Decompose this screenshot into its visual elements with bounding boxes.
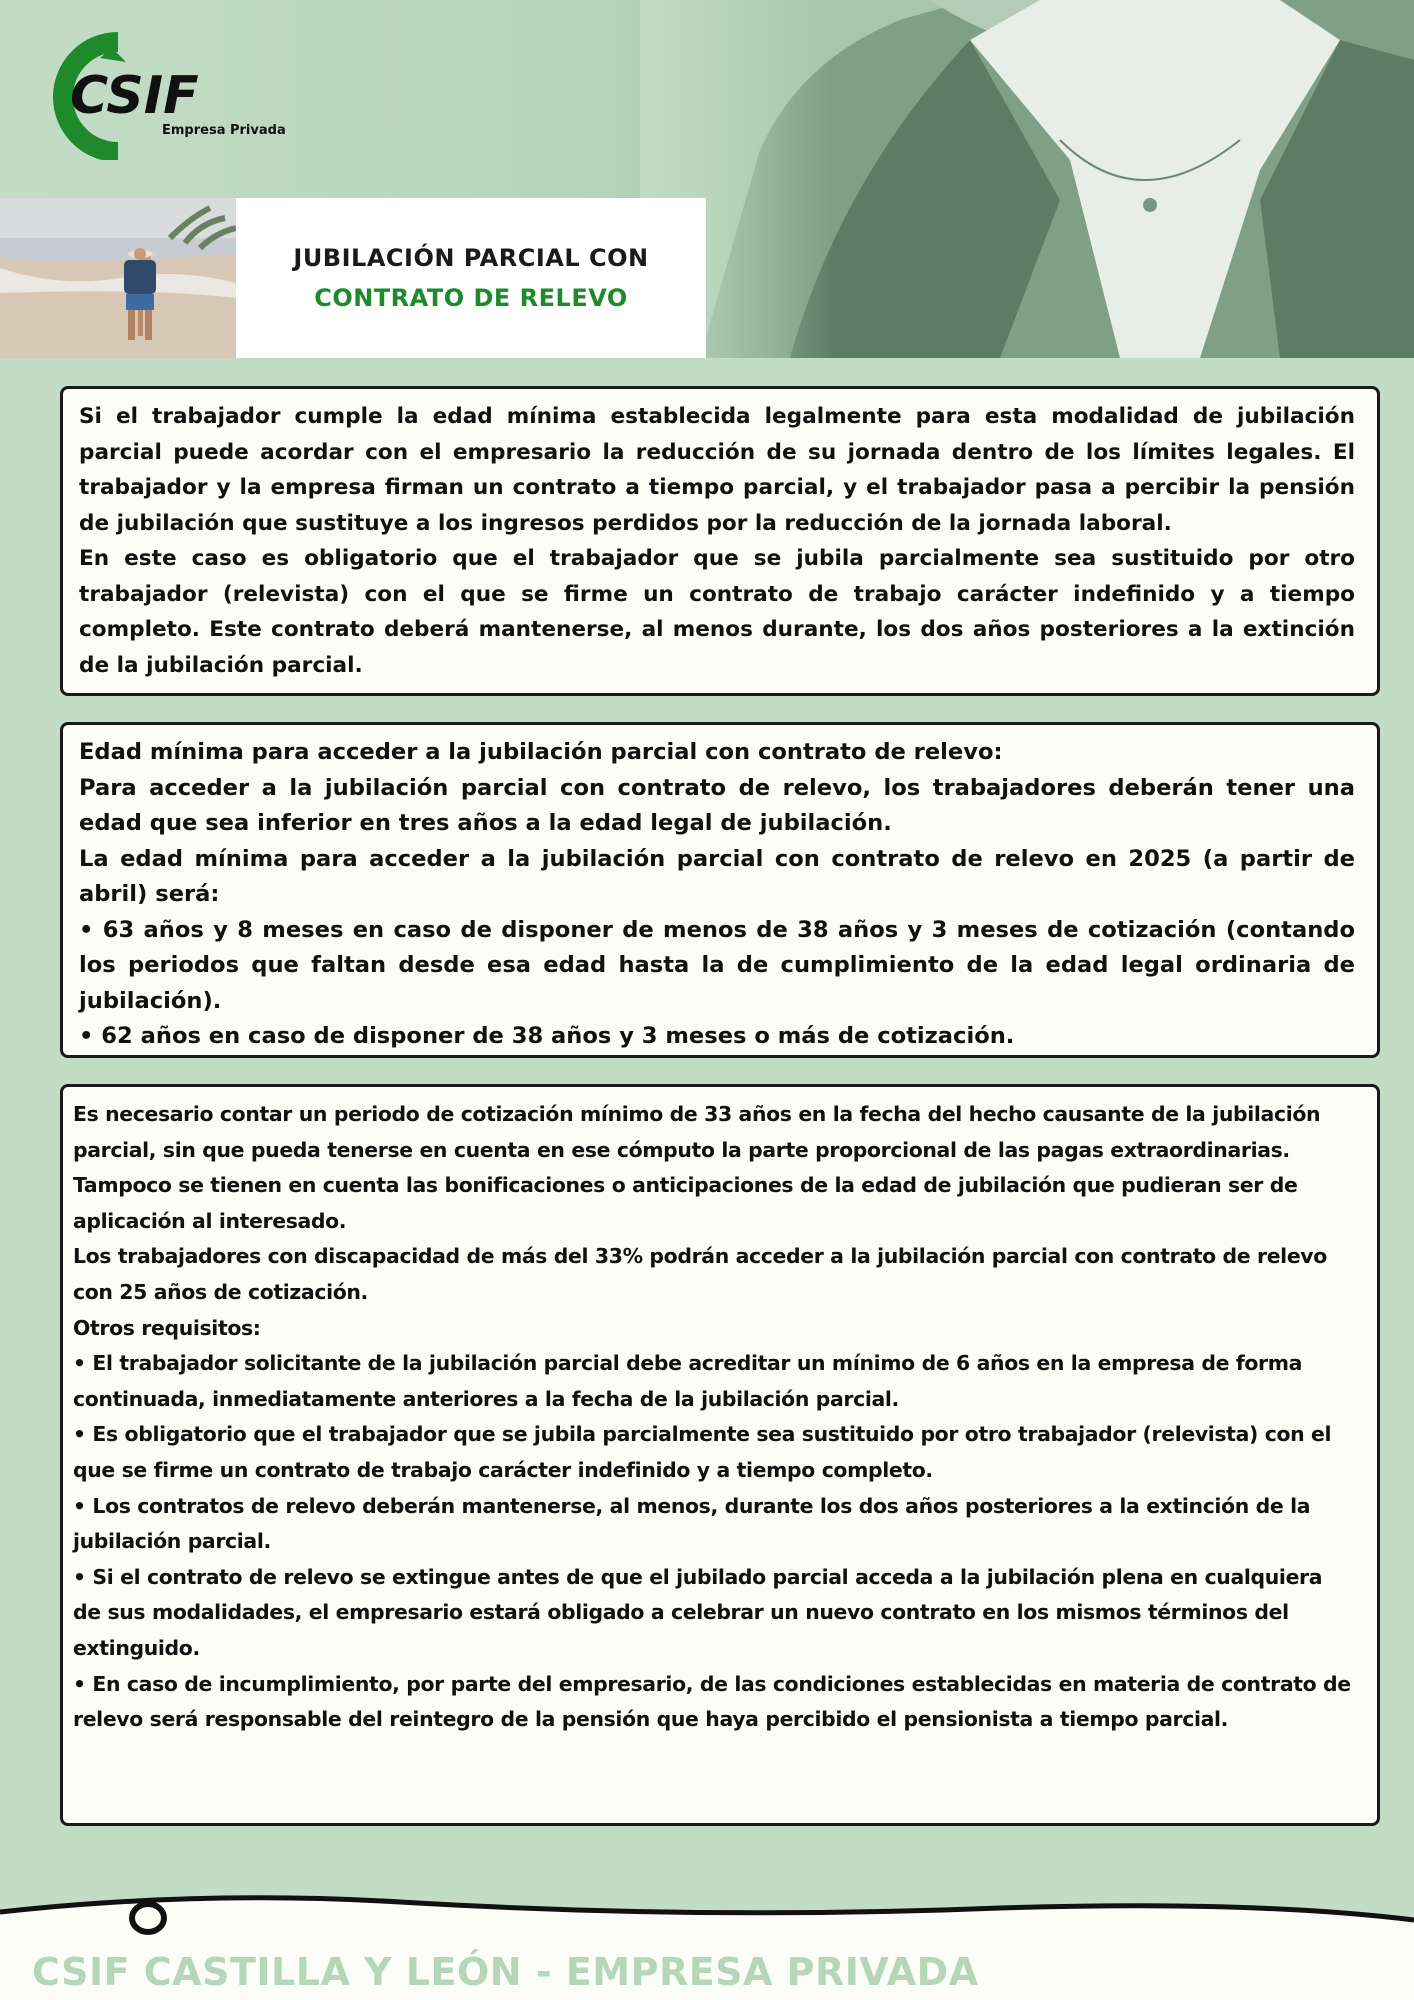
disability-paragraph: Los trabajadores con discapacidad de más del 33% podrán acceder a la jubilación parcial con contrato de relevo con 25 años de cotización.: [73, 1244, 1327, 1304]
minimum-age-bullet-1: • 63 años y 8 meses en caso de disponer de menos de 38 años y 3 meses de cotización (contando los periodos que faltan desde esa edad hasta la de cumplimiento de la edad legal ordinaria de jubilación).: [79, 916, 1355, 1014]
svg-text:Empresa Privada: Empresa Privada: [162, 123, 286, 138]
requirements-card: [60, 1084, 1380, 1826]
svg-text:CSIF: CSIF: [70, 66, 199, 126]
header-banner: [0, 0, 1414, 358]
other-requirements-heading: Otros requisitos:: [73, 1315, 261, 1340]
requirement-bullet-5: • En caso de incumplimiento, por parte del empresario, de las condiciones establecidas en materia de contrato de relevo será responsable del reintegro de la pensión que haya percibido el pensionista a tiempo parcial.: [73, 1671, 1351, 1732]
requirement-bullet-1: • El trabajador solicitante de la jubilación parcial debe acreditar un mínimo de 6 años en la empresa de forma continuada, inmediatamente anteriores a la fecha de la jubilación parcial.: [73, 1351, 1303, 1411]
requirement-bullet-3: • Los contratos de relevo deberán mantenerse, al menos, durante los dos años posteriores a la extinción de la jubilación parcial.: [73, 1493, 1311, 1554]
csif-logo: [40, 20, 300, 160]
title-line-2: CONTRATO DE RELEVO: [314, 284, 628, 312]
footer-text: CSIF CASTILLA Y LEÓN - EMPRESA PRIVADA: [32, 1950, 979, 1994]
requirement-bullet-4: • Si el contrato de relevo se extingue antes de que el jubilado parcial acceda a la jubilación plena en cualquiera de sus modalidades, el empresario estará obligado a celebrar un nuevo contrato en los mismos términos del extinguido.: [73, 1564, 1323, 1660]
title-line-1: JUBILACIÓN PARCIAL CON: [293, 244, 649, 272]
header-photo: [640, 0, 1414, 358]
minimum-age-2025-paragraph: La edad mínima para acceder a la jubilación parcial con contrato de relevo en 2025 (a partir de abril) será:: [79, 845, 1355, 907]
minimum-age-bullet-2: • 62 años en caso de disponer de 38 años y 3 meses o más de cotización.: [79, 1023, 1015, 1049]
minimum-age-card: [60, 722, 1380, 1058]
intro-paragraph-1: Si el trabajador cumple la edad mínima establecida legalmente para esta modalidad de jubilación parcial puede acordar con el empresario la reducción de su jornada dentro de los límites legales. El trabajador y la empresa firman un contrato a tiempo parcial, y el trabajador pasa a percibir la pensión de jubilación que sustituye a los ingresos perdidos por la reducción de la jornada laboral.: [79, 404, 1355, 536]
requirement-bullet-2: • Es obligatorio que el trabajador que se jubila parcialmente sea sustituido por otro trabajador (relevista) con el que se firme un contrato de trabajo carácter indefinido y a tiempo completo.: [73, 1422, 1332, 1482]
intro-paragraph-2: En este caso es obligatorio que el trabajador que se jubila parcialmente sea sustituido por otro trabajador (relevista) con el que se firme un contrato de trabajo carácter indefinido y a tiempo completo. Este contrato deberá mantenerse, al menos durante, los dos años posteriores a la extinción de la jubilación parcial.: [79, 546, 1355, 678]
minimum-age-paragraph: Para acceder a la jubilación parcial con contrato de relevo, los trabajadores deberán tener una edad que sea inferior en tres años a la edad legal de jubilación.: [79, 774, 1355, 836]
beach-photo: [0, 198, 236, 358]
intro-card: [60, 386, 1380, 696]
title-box: [236, 198, 706, 358]
contribution-period-paragraph: Es necesario contar un periodo de cotización mínimo de 33 años en la fecha del hecho causante de la jubilación parcial, sin que pueda tenerse en cuenta en ese cómputo la parte proporcional de las pagas extraordinarias. Tampoco se tienen en cuenta las bonificaciones o anticipaciones de la edad de jubilación que pudieran ser de aplicación al interesado.: [73, 1102, 1321, 1233]
minimum-age-heading: Edad mínima para acceder a la jubilación parcial con contrato de relevo:: [79, 739, 1003, 765]
